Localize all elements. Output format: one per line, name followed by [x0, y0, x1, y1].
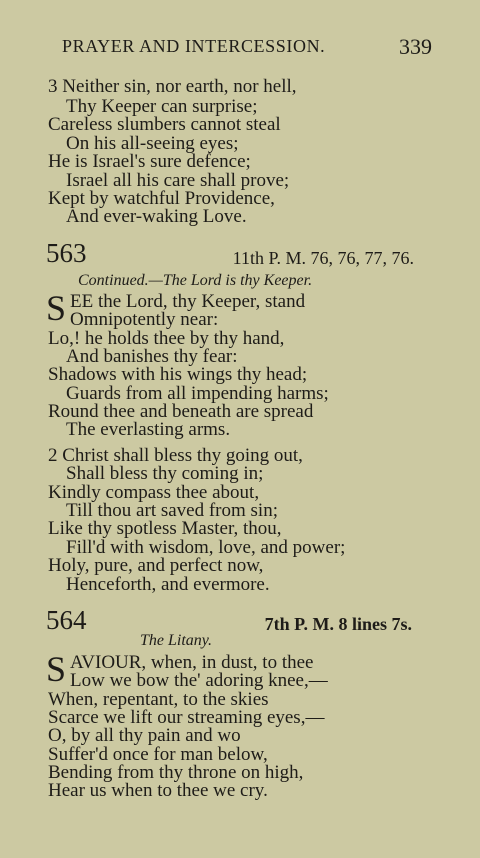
hymn-number: 564: [46, 605, 87, 635]
verse-line: Thy Keeper can surprise;: [66, 96, 258, 117]
verse-line: O, by all thy pain and wo: [48, 725, 241, 746]
verse-line: AVIOUR, when, in dust, to thee: [70, 652, 314, 673]
verse-line: Shall bless thy coming in;: [66, 463, 264, 484]
verse-line: Guards from all impending harms;: [66, 383, 329, 404]
drop-cap: S: [46, 649, 67, 689]
verse-line: He is Israel's sure defence;: [48, 151, 251, 172]
verse-line: Fill'd with wisdom, love, and power;: [66, 537, 346, 558]
verse-line: Low we bow the' adoring knee,—: [70, 670, 328, 691]
verse-line: Suffer'd once for man below,: [48, 744, 268, 765]
verse-line: The everlasting arms.: [66, 419, 231, 440]
verse-line: When, repentant, to the skies: [48, 689, 269, 710]
verse-line: Kept by watchful Providence,: [48, 188, 275, 209]
verse-line: Israel all his care shall prove;: [66, 170, 290, 191]
verse-line: Scarce we lift our streaming eyes,—: [48, 707, 325, 728]
hymn-meter: 11th P. M. 76, 76, 77, 76.: [232, 248, 414, 268]
verse-line: Shadows with his wings thy head;: [48, 364, 308, 385]
hymn-subtitle: Continued.—The Lord is thy Keeper.: [78, 272, 313, 289]
verse-line: 3 Neither sin, nor earth, nor hell,: [48, 76, 297, 97]
hymn-subtitle: The Litany.: [140, 632, 213, 649]
verse-line: Careless slumbers cannot steal: [48, 114, 281, 135]
verse-line: 2 Christ shall bless thy going out,: [48, 445, 303, 466]
verse-line: Holy, pure, and perfect now,: [48, 555, 264, 576]
verse-line: And ever-waking Love.: [66, 206, 247, 227]
drop-cap: S: [46, 288, 67, 328]
verse-line: Till thou art saved from sin;: [66, 500, 278, 521]
verse-line: Hear us when to thee we cry.: [48, 780, 268, 801]
page-header: [62, 36, 432, 60]
verse-line: And banishes thy fear:: [66, 346, 238, 367]
hymn-number: 563: [46, 238, 87, 268]
verse-line: Like thy spotless Master, thou,: [48, 518, 282, 539]
running-title: PRAYER AND INTERCESSION.: [62, 36, 326, 56]
verse-line: Bending from thy throne on high,: [48, 762, 304, 783]
verse-line: Kindly compass thee about,: [48, 482, 260, 503]
verse-line: Henceforth, and evermore.: [66, 574, 270, 595]
verse-line: Lo,! he holds thee by thy hand,: [48, 328, 285, 349]
verse-line: On his all-seeing eyes;: [66, 133, 239, 154]
verse-line: Round thee and beneath are spread: [48, 401, 314, 422]
hymn-meter: 7th P. M. 8 lines 7s.: [264, 614, 412, 634]
page-number: 339: [399, 34, 432, 59]
verse-line: Omnipotently near:: [70, 309, 219, 330]
verse-line: EE the Lord, thy Keeper, stand: [70, 291, 306, 312]
